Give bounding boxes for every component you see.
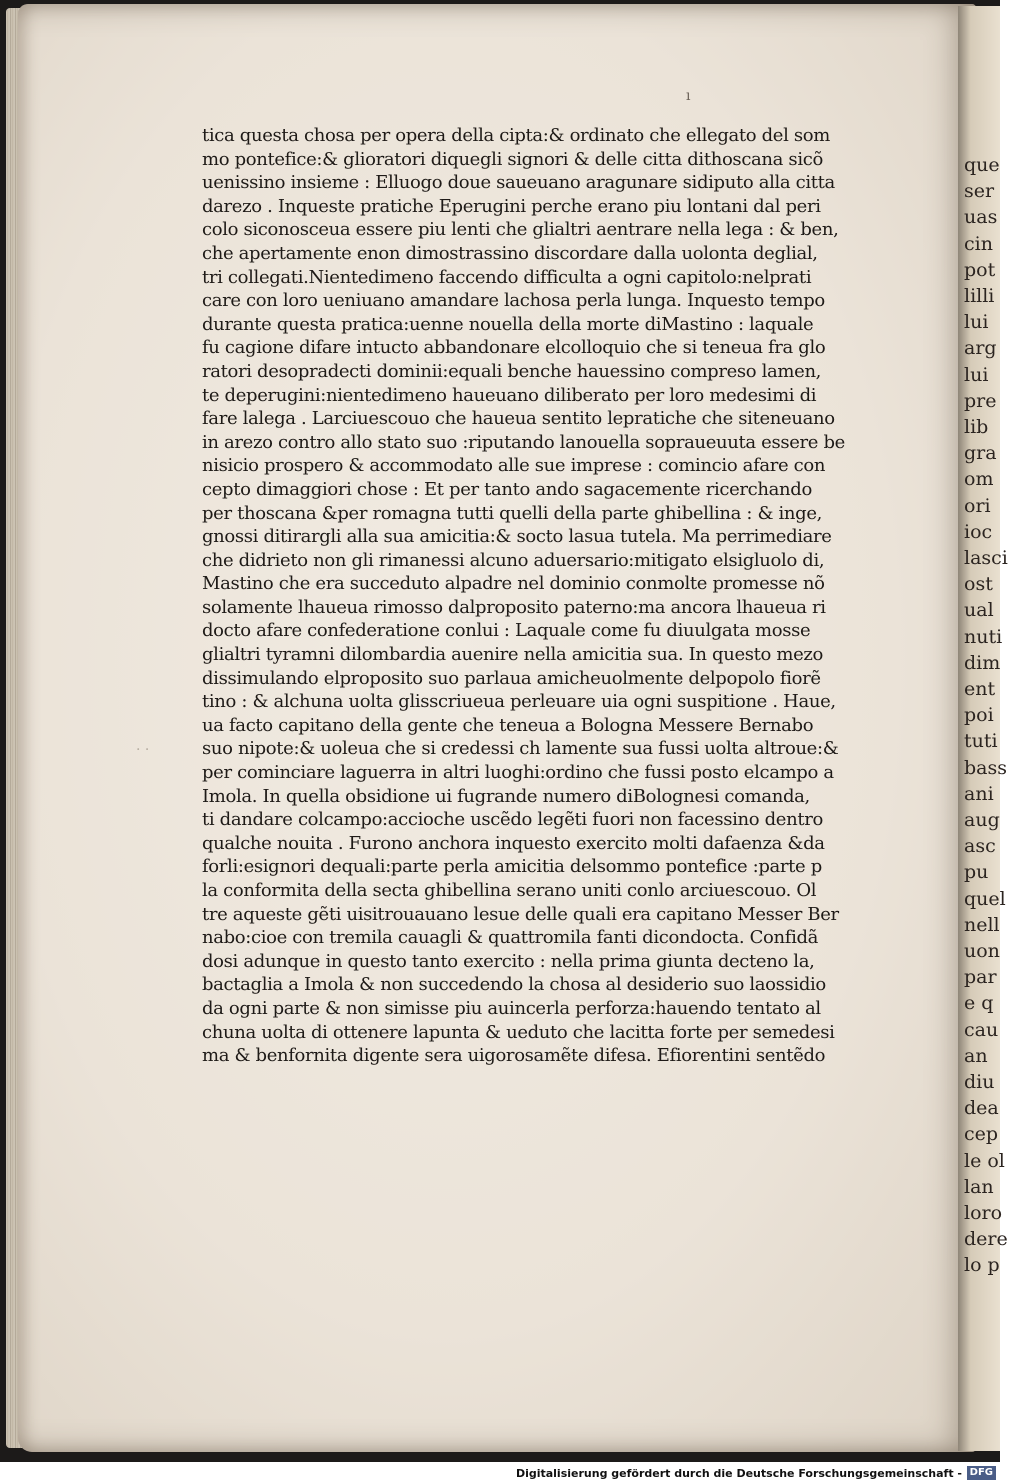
facing-page-fragment: ual [964, 599, 994, 622]
footer [0, 1462, 1000, 1482]
facing-page-fragment: cin [964, 232, 993, 255]
facing-page-fragment: lib [964, 416, 989, 438]
text-line: forli:esignori dequali:parte perla amicitia delsommo pontefice :parte p [202, 856, 822, 878]
pen-mark: ı [686, 88, 691, 104]
text-line: nisicio prospero & accommodato alle sue imprese : comincio afare con [202, 455, 826, 477]
text-line: tino : & alchuna uolta glisscriueua perleuare uia ogni suspitione . Haue, [202, 691, 836, 713]
text-line: colo siconosceua essere piu lenti che glialtri aentrare nella lega : & ben, [202, 219, 839, 241]
facing-page-fragment: aug [964, 809, 1000, 831]
text-line: dosi adunque in questo tanto exercito : nella prima giunta decteno la, [202, 950, 815, 972]
facing-page-fragment: ser [964, 180, 995, 203]
facing-page-fragment: pot [964, 258, 996, 281]
facing-page-fragment: que [964, 154, 1000, 176]
facing-page-fragment: le ol [964, 1149, 1005, 1172]
text-line: qualche nouita . Furono anchora inquesto exercito molti dafaenza &da [202, 832, 825, 854]
facing-page-fragment: dere [964, 1228, 1008, 1251]
facing-page-fragment: diu [964, 1071, 995, 1093]
facing-page-fragment: ost [964, 573, 993, 596]
text-line: da ogni parte & non simisse piu auincerla perforza:hauendo tentato al [202, 997, 821, 1019]
text-line: fare lalega . Larciuescouo che haueua sentito lepratiche che siteneuano [202, 408, 835, 430]
facing-page-fragment: asc [964, 835, 996, 858]
text-line: Imola. In quella obsidione ui fugrande numero diBolognesi comanda, [202, 785, 810, 807]
text-line: per cominciare laguerra in altri luoghi:ordino che fussi posto elcampo a [202, 762, 834, 784]
text-line: bactaglia a Imola & non succedendo la chosa al desiderio suo laossidio [202, 974, 826, 996]
text-line: gnossi ditirargli alla sua amicitia:& socto lasua tutela. Ma perrimediare [202, 526, 832, 548]
facing-page-fragment: ent [964, 678, 996, 700]
text-line: per thoscana &per romagna tutti quelli della parte ghibellina : & inge, [202, 502, 823, 524]
text-line: care con loro ueniuano amandare lachosa perla lunga. Inquesto tempo [202, 290, 825, 312]
facing-page-fragment: bass [964, 756, 1007, 779]
facing-page-fragment: quel [964, 887, 1006, 910]
facing-page-fragment: lo p [964, 1254, 1000, 1277]
facing-page-fragment: nuti [964, 625, 1003, 648]
facing-page-fragment: cep [964, 1123, 999, 1146]
text-line: docto afare confederatione conlui : Laquale come fu diuulgata mosse [202, 620, 811, 642]
facing-page-fragment: lasci [964, 547, 1008, 569]
facing-page-fragment: ori [964, 494, 991, 517]
facing-page-fragment: an [964, 1044, 988, 1067]
facing-page-fragment: arg [964, 337, 997, 360]
facing-page-fragment: pre [964, 389, 997, 412]
facing-page-fragment: dim [964, 651, 1001, 674]
facing-page-fragment: ioc [964, 520, 993, 543]
text-line: ratori desopradecti dominii:equali benche hauessino compreso lamen, [202, 360, 822, 382]
dfg-logo: DFG [967, 1466, 996, 1480]
faint-marginal-mark: · · [136, 742, 150, 758]
text-line: glialtri tyramni dilombardia auenire nella amicitia sua. In questo mezo [202, 644, 824, 666]
text-line: ma & benfornita digente sera uigorosamẽte difesa. Efiorentini sentẽdo [202, 1045, 826, 1067]
facing-page-fragment: gra [964, 442, 997, 465]
facing-page-fragment: uon [964, 940, 1000, 962]
text-line: nabo:cioe con tremila cauagli & quattromila fanti dicondocta. Confidã [202, 927, 819, 949]
text-block [202, 124, 852, 1068]
text-line: mo pontefice:& glioratori diquegli signori & delle citta dithoscana sicõ [202, 148, 823, 170]
facing-page-fragment: loro [964, 1202, 1003, 1224]
text-line: cepto dimaggiori chose : Et per tanto ando sagacemente ricerchando [202, 478, 812, 500]
text-line: te deperugini:nientedimeno haueuano diliberato per loro medesimi di [202, 384, 817, 406]
facing-page-fragment: ani [964, 782, 994, 805]
text-line: darezo . Inqueste pratiche Eperugini perche erano piu lontani dal peri [202, 195, 821, 217]
facing-page-fragment: dea [964, 1097, 999, 1120]
text-line: fu cagione difare intucto abbandonare elcolloquio che si teneua fra glo [202, 337, 826, 359]
text-line: ua facto capitano della gente che teneua a Bologna Messere Bernabo [202, 714, 814, 736]
text-line: suo nipote:& uoleua che si credessi ch lamente sua fussi uolta altroue:& [202, 738, 839, 760]
text-line: durante questa pratica:uenne nouella della morte diMastino : laquale [202, 313, 814, 335]
text-line: la conformita della secta ghibellina serano uniti conlo arciuescouo. Ol [202, 880, 817, 901]
text-line: tri collegati.Nientedimeno faccendo difficulta a ogni capitolo:nelprati [202, 266, 812, 288]
text-line: chuna uolta di ottenere lapunta & ueduto che lacitta forte per semedesi [202, 1021, 835, 1043]
facing-page-fragment: uas [964, 206, 998, 229]
text-line: ti dandare colcampo:accioche uscẽdo legẽti fuori non facessino dentro [202, 809, 823, 831]
text-line: dissimulando elproposito suo parlaua amicheuolmente delpopolo fiorẽ [202, 667, 821, 689]
facing-page-fragment: par [964, 966, 997, 989]
text-line: Mastino che era succeduto alpadre nel dominio conmolte promesse nõ [202, 573, 825, 595]
facing-page [958, 6, 1008, 1451]
facing-page-fragment: e q [964, 992, 994, 1015]
text-line: tica questa chosa per opera della cipta:& ordinato che ellegato del som [202, 125, 830, 146]
text-line: che apertamente enon dimostrassino discordare dalla uolonta deglial, [202, 242, 818, 264]
facing-page-fragment: lui [964, 363, 989, 386]
text-line: tre aqueste gẽti uisitrouauano lesue delle quali era capitano Messer Ber [202, 903, 839, 925]
footer-credit: Digitalisierung gefördert durch die Deutsche Forschungsgemeinschaft - [515, 1467, 962, 1480]
facing-page-fragment: lui [964, 311, 989, 334]
facing-page-fragment: pu [964, 861, 989, 884]
facing-page-fragment: om [964, 468, 994, 491]
text-line: uenissino insieme : Elluogo doue saueuano aragunare sidiputo alla citta [202, 172, 835, 194]
facing-page-fragment: cau [964, 1018, 999, 1041]
facing-page-fragment: lan [964, 1175, 994, 1198]
facing-page-fragment: tuti [964, 730, 998, 753]
text-line: in arezo contro allo stato suo :riputando lanouella sopraueuuta essere be [202, 431, 845, 453]
facing-page-fragment: poi [964, 704, 994, 727]
text-line: solamente lhaueua rimosso dalproposito paterno:ma ancora lhaueua ri [202, 596, 826, 618]
facing-page-fragment: lilli [964, 285, 995, 307]
text-line: che didrieto non gli rimanessi alcuno aduersario:mitigato elsigluolo di, [202, 549, 825, 571]
facing-page-fragment: nell [964, 913, 1000, 936]
